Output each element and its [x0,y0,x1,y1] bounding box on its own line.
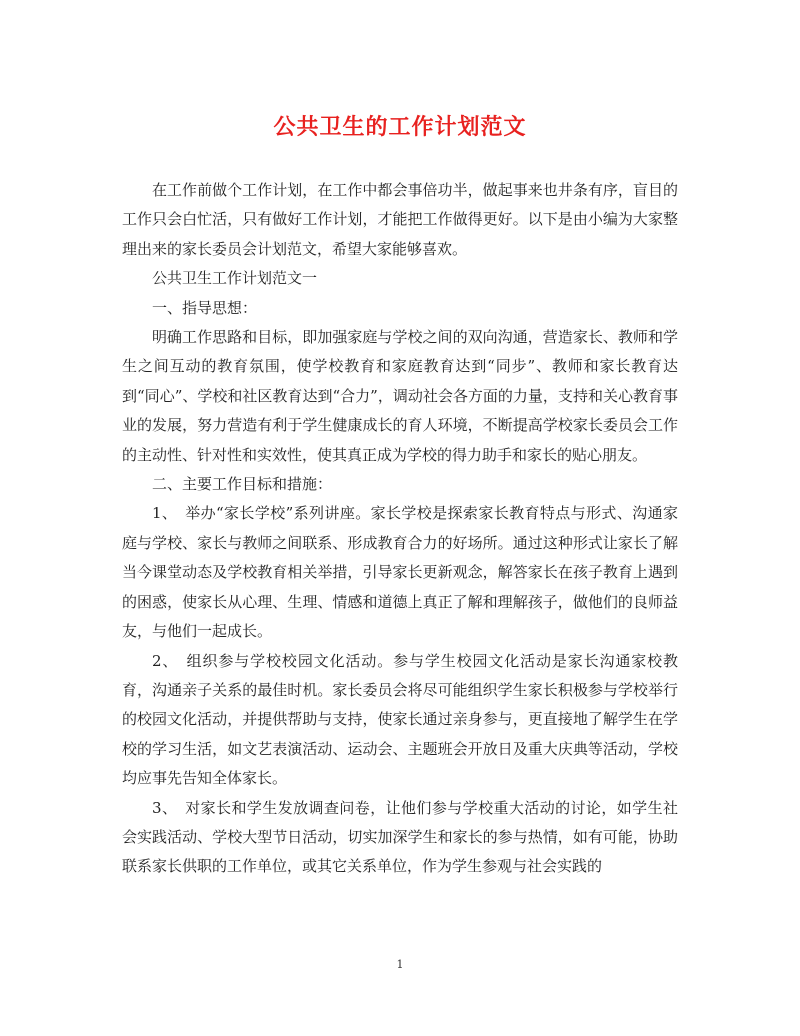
document-body [122,176,678,882]
section-subtitle: 公共卫生工作计划范文一 [152,269,318,288]
intro-paragraph: 在工作前做个工作计划，在工作中都会事倍功半，做起事来也井条有序，盲目的工作只会白忙活，只有做好工作计划，才能把工作做得更好。以下是由小编为大家整理出来的家长委员会计划范文，希望大家能够喜欢。 [122,181,678,258]
heading-goals-and-measures: 二、主要工作目标和措施： [152,475,333,494]
measure-item-1: 1、 举办“家长学校”系列讲座。家长学校是探索家长教育特点与形式、沟通家庭与学校、家长与教师之间联系、形成教育合力的好场所。通过这种形式让家长了解当今课堂动态及学校教育相关举措，引导家长更新观念，解答家长在孩子教育上遇到的困惑，使家长从心理、生理、情感和道德上真正了解和理解孩子，做他们的良师益友，与他们一起成长。 [122,504,678,641]
guiding-principles-paragraph: 明确工作思路和目标，即加强家庭与学校之间的双向沟通，营造家长、教师和学生之间互动的教育氛围，使学校教育和家庭教育达到“同步”、教师和家长教育达到“同心”、学校和社区教育达到“合力”，调动社会各方面的力量，支持和关心教育事业的发展，努力营造有利于学生健康成长的育人环境，不断提高学校家长委员会工作的主动性、针对性和实效性，使其真正成为学校的得力助手和家长的贴心朋友。 [122,328,678,464]
page-title: 公共卫生的工作计划范文 [273,114,527,140]
measure-item-2: 2、 组织参与学校校园文化活动。参与学生校园文化活动是家长沟通家校教育，沟通亲子关系的最佳时机。家长委员会将尽可能组织学生家长积极参与学校举行的校园文化活动，并提供帮助与支持，使家长通过亲身参与，更直接地了解学生在学校的学习生活，如文艺表演活动、运动会、主题班会开放日及重大庆典等活动，学校均应事先告知全体家长。 [122,651,678,788]
page-number: 1 [396,958,404,971]
measure-item-3: 3、 对家长和学生发放调查问卷，让他们参与学校重大活动的讨论，如学生社会实践活动、学校大型节日活动，切实加深学生和家长的参与热情，如有可能，协助联系家长供职的工作单位，或其它关系单位，作为学生参观与社会实践的 [122,798,678,876]
heading-guiding-principles: 一、指导思想： [152,298,258,317]
